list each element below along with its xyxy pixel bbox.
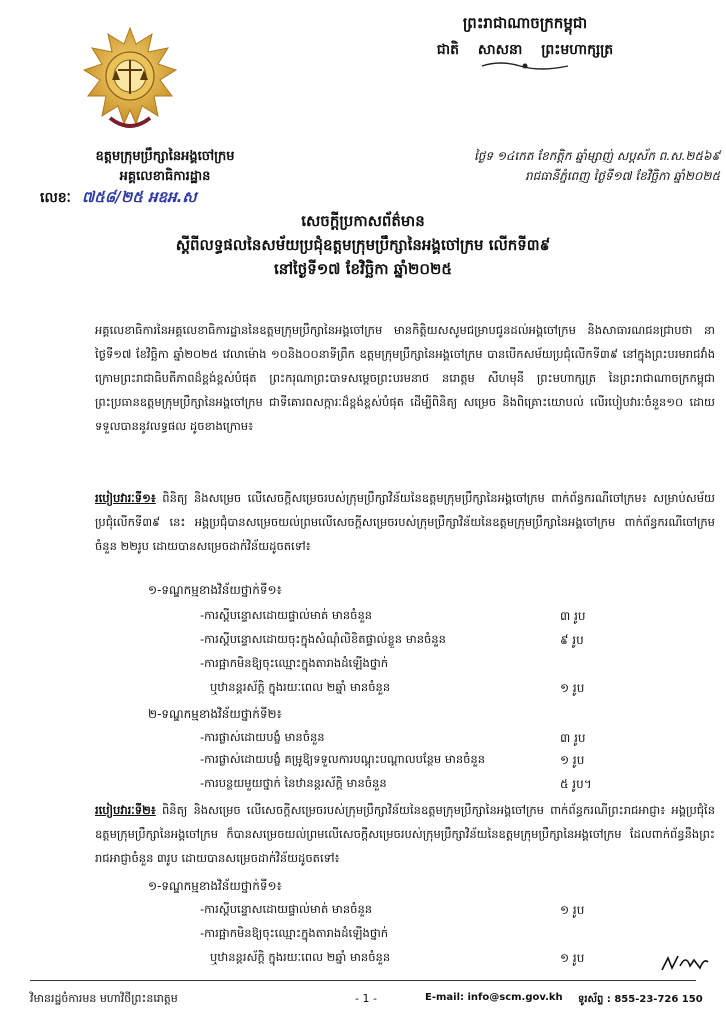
list-item: -ការស្តីបន្ទោសដោយចុះក្នុងសំណុំលិខិតផ្ទាល់ខ្លួន មានចំនួន [200,632,446,646]
council-emblem-icon [80,24,180,136]
agenda-1-paragraph [95,486,715,558]
reference-label: លេខៈ [40,190,71,206]
list-item-count: ៩ រូប [560,633,584,647]
department-name: អគ្គលេខាធិការដ្ឋាន [119,169,211,184]
agenda-2-group-1-heading: ១-ទណ្ឌកម្មខាងវិន័យថ្នាក់ទី១៖ [148,879,282,893]
list-item: -ការស្តីបន្ទោសដោយផ្ទាល់មាត់ មានចំនួន [200,902,373,916]
list-item-count: ១ រូប [560,951,585,965]
page-number: - 1 - [355,992,377,1005]
footer-email[interactable]: E-mail: info@scm.gov.kh [425,992,563,1003]
list-item-count: ៥ រូប។ [560,777,592,791]
reference-number [40,188,197,210]
list-item-count: ១ រូប [560,681,585,695]
document-subtitle: ស្តីពីលទ្ធផលនៃសម័យប្រជុំឧត្តមក្រុមប្រឹក្សានៃអង្គចៅក្រម លើកទី៣៩ [175,236,551,254]
agenda-2-label: របៀបវារៈទី២៖ [95,803,156,817]
agenda-1-group-1-heading: ១-ទណ្ឌកម្មខាងវិន័យថ្នាក់ទី១៖ [148,583,282,597]
intro-paragraph: អគ្គលេខាធិការនៃអគ្គលេខាធិការដ្ឋាននៃឧត្តមក្រុមប្រឹក្សានៃអង្គចៅក្រម មានកិត្តិយសសូមជម្រាបជូនដល់អង្គចៅក្រម និងសាធារណជនជ្រាបថា នាថ្ងៃទី១៧ ខែវិច្ឆិកា ឆ្នាំ២០២៥ វេលាម៉ោង ១០និង០០នាទីព្រឹក ឧត្តមក្រុមប្រឹក្សានៃអង្គចៅក្រម បានបើកសម័យប្រជុំលើកទី៣៩ នៅក្នុងព្រះបរមរាជវាំង ក្រោមព្រះរាជាធិបតីភាពដ៏ខ្ពង់ខ្ពស់បំផុត ព្រះករុណាព្រះបាទសម្តេចព្រះបរមនាថ នរោត្តម សីហមុនី ព្រះមហាក្សត្រ នៃព្រះរាជាណាចក្រកម្ពុជា ព្រះប្រធានឧត្តមក្រុមប្រឹក្សានៃអង្គចៅក្រម ជាទីគោរពសក្ការៈដ៏ខ្ពង់ខ្ពស់បំផុត ដើម្បីពិនិត្យ សម្រេច និងពិគ្រោះយោបល់ លើរបៀបវារៈចំនួន១០ ដោយទទួលបាននូវលទ្ធផល ដូចខាងក្រោម៖ [95,323,715,433]
agenda-1-text: ពិនិត្យ និងសម្រេច លើសេចក្តីសម្រេចរបស់ក្រុមប្រឹក្សាវិន័យនៃឧត្តមក្រុមប្រឹក្សានៃអង្គចៅក្រម ពាក់ព័ន្ធករណីចៅក្រម៖ សម្រាប់សម័យប្រជុំលើកទី៣៩ នេះ អង្គប្រជុំបានសម្រេចយល់ព្រមលើសេចក្តីសម្រេចរបស់ក្រុមប្រឹក្សាវិន័យនៃឧត្តមក្រុមប្រឹក្សានៃអង្គចៅក្រម ពាក់ព័ន្ធករណីចៅក្រមចំនួន ២២រូប ដោយបានសម្រេចដាក់វិន័យដូចតទៅ៖ [95,491,715,553]
list-item: -ការស្តីបន្ទោសដោយផ្ទាល់មាត់ មានចំនួន [200,608,373,622]
list-item: -ការផ្អាកមិនឱ្យចុះឈ្មោះក្នុងតារាងដំឡើងថ្នាក់ [200,926,389,940]
initials-signature-icon [660,952,710,976]
list-item: -ការផ្អាកមិនឱ្យចុះឈ្មោះក្នុងតារាងដំឡើងថ្នាក់ [200,656,389,670]
agenda-1-group-2-heading: ២-ទណ្ឌកម្មខាងវិន័យថ្នាក់ទី២៖ [148,707,282,721]
lunar-date: ថ្ងៃទ ១៤កេត ខែកត្តិក ឆ្នាំម្សាញ់ សប្តស័ក ព.ស.២៥៦៩ [473,149,720,163]
solar-date: រាជធានីភ្នំពេញ ថ្ងៃទី១៧ ខែវិច្ឆិកា ឆ្នាំ២០២៥ [524,169,720,183]
kingdom-heading: ព្រះរាជាណាចក្រកម្ពុជា [462,14,588,32]
reference-value: ៧៥៨/២៥ អឧអ.ស [81,188,197,206]
organization-name: ឧត្តមក្រុមប្រឹក្សានៃអង្គចៅក្រម [95,149,235,164]
list-item: ឬឋានន្តរស័ក្តិ ក្នុងរយៈពេល ២ឆ្នាំ មានចំនួន [210,950,391,964]
list-item-count: ៣ រូប [560,731,586,745]
national-motto: ជាតិ សាសនា ព្រះមហាក្សត្រ [436,42,614,58]
list-item-count: ១ រូប [560,903,585,917]
list-item: ឬឋានន្តរស័ក្តិ ក្នុងរយៈពេល ២ឆ្នាំ មានចំនួន [210,680,391,694]
list-item-count: ១ រូប [560,753,585,767]
list-item: -ការផ្លាស់ដោយបង្ខំ មានចំនួន [200,730,325,744]
agenda-2-paragraph [95,798,715,870]
footer-divider [30,980,696,981]
footer-phone: ទូរស័ព្ទ : 855-23-726 150 [578,994,703,1005]
footer-address: វិមានរដ្ឋចំការមន មហាវិថីព្រះនរោត្តម [30,992,178,1005]
divider-ornament-icon [480,60,570,72]
agenda-1-label: របៀបវារៈទី១៖ [95,491,156,505]
document-title: សេចក្តីប្រកាសព័ត៌មាន [301,212,425,230]
list-item: -ការបន្ថយមួយថ្នាក់ នៃឋានន្តរស័ក្តិ មានចំនួន [200,776,387,790]
document-date-line: នៅថ្ងៃទី១៧ ខែវិច្ឆិកា ឆ្នាំ២០២៥ [273,260,453,278]
agenda-2-text: ពិនិត្យ និងសម្រេច លើសេចក្តីសម្រេចរបស់ក្រុមប្រឹក្សាវិន័យនៃឧត្តមក្រុមប្រឹក្សានៃអង្គចៅក្រម ពាក់ព័ន្ធករណីព្រះរាជអាជ្ញា៖ អង្គប្រជុំនៃឧត្តមក្រុមប្រឹក្សានៃអង្គចៅក្រម ក៏បានសម្រេចយល់ព្រមលើសេចក្តីសម្រេចរបស់ក្រុមប្រឹក្សាវិន័យនៃឧត្តមក្រុមប្រឹក្សានៃអង្គចៅក្រម ដែលពាក់ព័ន្ធនឹងព្រះរាជអាជ្ញាចំនួន ៣រូប ដោយបានសម្រេចដាក់វិន័យដូចតទៅ៖ [95,803,715,865]
list-item-count: ៣ រូប [560,609,586,623]
list-item: -ការផ្លាស់ដោយបង្ខំ គម្រូឱ្យទទួលការបណ្តុះបណ្តាលបន្ថែម មានចំនួន [200,752,486,766]
